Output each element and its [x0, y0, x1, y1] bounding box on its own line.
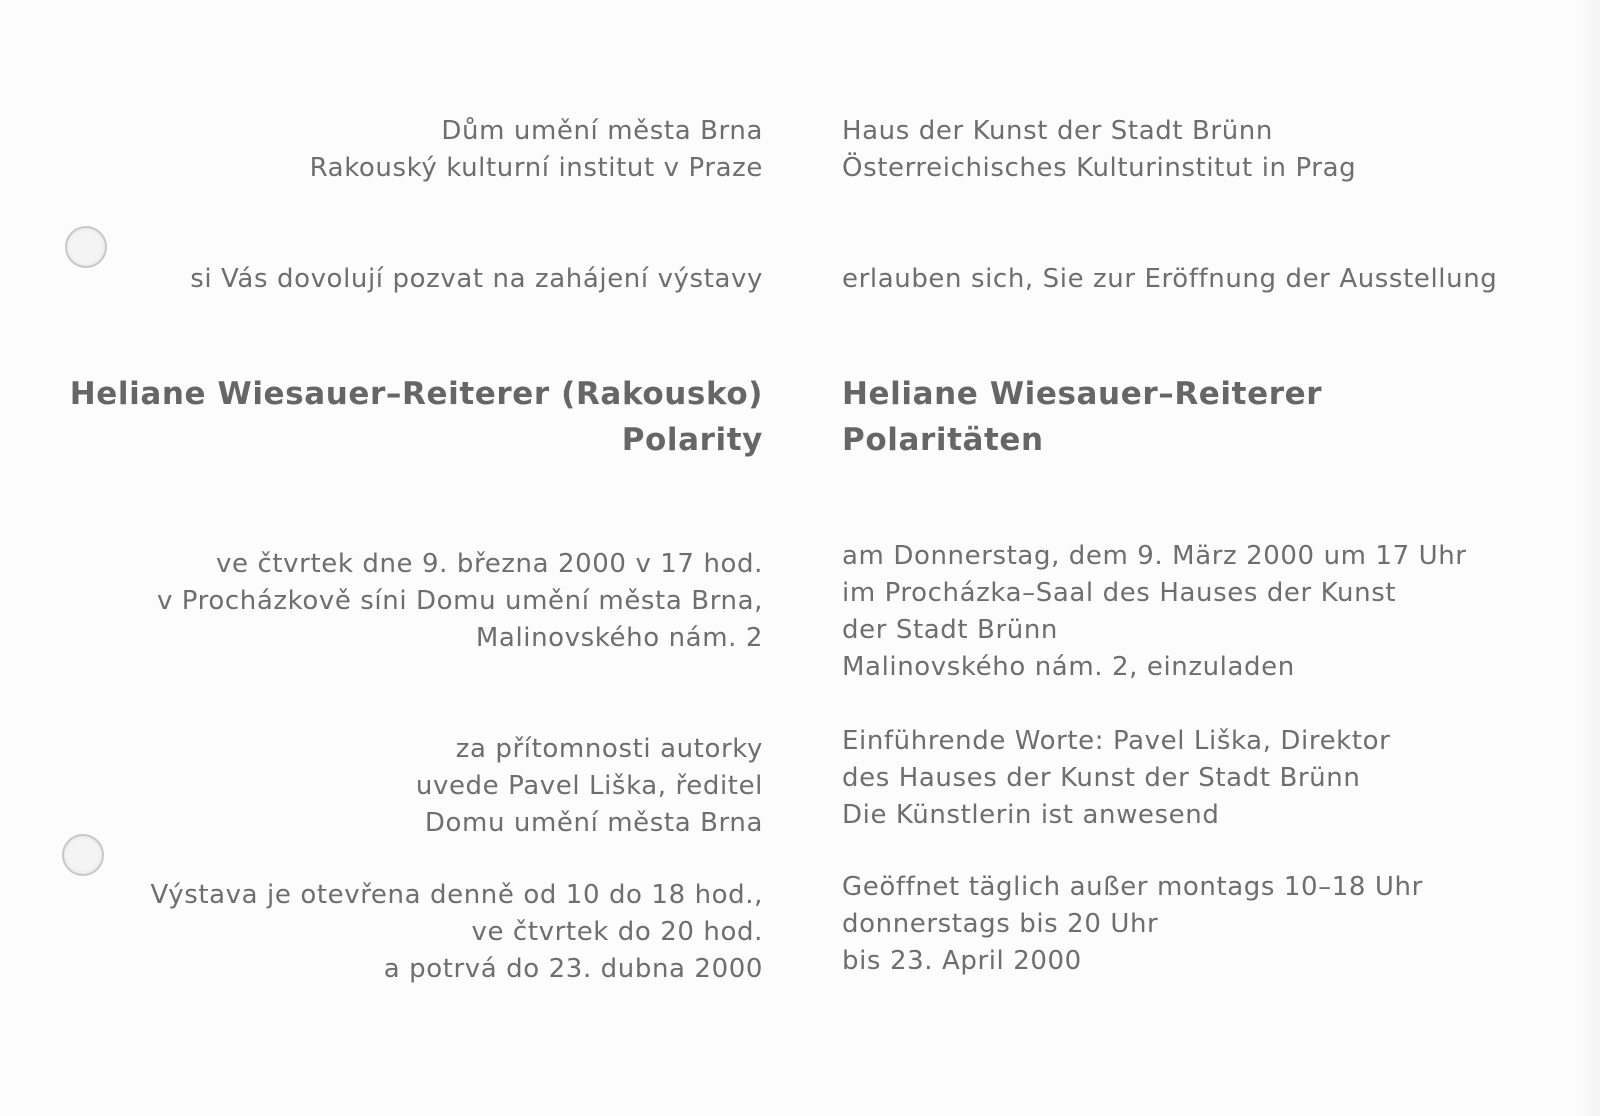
host-line: Österreichisches Kulturinstitut in Prag — [842, 153, 1357, 183]
german-opening-speech — [842, 723, 1390, 834]
artist-line: Heliane Wiesauer–Reiterer (Rakousko) — [69, 376, 763, 412]
czech-opening-speech — [416, 731, 763, 842]
host-line: Dům umění města Brna — [441, 116, 763, 146]
czech-date-place — [157, 546, 763, 657]
czech-exhibition-title — [70, 371, 763, 463]
address-line: Malinovského nám. 2, einzuladen — [842, 652, 1295, 682]
german-opening-hours — [842, 869, 1423, 980]
german-exhibition-title — [842, 371, 1322, 463]
place-line: im Procházka–Saal des Hauses der Kunst — [842, 578, 1397, 608]
hours-line: bis 23. April 2000 — [842, 946, 1082, 976]
czech-opening-hours — [151, 877, 763, 988]
german-invitation — [842, 261, 1497, 298]
hours-line: Výstava je otevřena denně od 10 do 18 hod., — [150, 880, 763, 910]
date-line: ve čtvrtek dne 9. března 2000 v 17 hod. — [216, 549, 763, 579]
speech-line: uvede Pavel Liška, ředitel — [415, 771, 763, 801]
speech-line: Die Künstlerin ist anwesend — [842, 800, 1220, 830]
czech-hosts — [310, 113, 763, 187]
speech-line: za přítomnosti autorky — [455, 734, 763, 764]
artist-line: Heliane Wiesauer–Reiterer — [842, 376, 1323, 412]
hours-line: donnerstags bis 20 Uhr — [842, 909, 1159, 939]
speech-line: des Hauses der Kunst der Stadt Brünn — [842, 763, 1361, 793]
date-line: am Donnerstag, dem 9. März 2000 um 17 Uhr — [842, 541, 1467, 571]
invitation-line: erlauben sich, Sie zur Eröffnung der Ausstellung — [842, 264, 1498, 294]
punch-hole — [62, 834, 104, 876]
host-line: Rakouský kulturní institut v Praze — [309, 153, 763, 183]
hours-line: Geöffnet täglich außer montags 10–18 Uhr — [842, 872, 1423, 902]
punch-hole — [65, 226, 107, 268]
address-line: Malinovského nám. 2 — [475, 623, 763, 653]
place-line: v Procházkově síni Domu umění města Brna, — [156, 586, 763, 616]
speech-line: Domu umění města Brna — [424, 808, 763, 838]
hours-line: ve čtvrtek do 20 hod. — [471, 917, 763, 947]
czech-invitation — [190, 261, 763, 298]
place-line: der Stadt Brünn — [842, 615, 1059, 645]
german-hosts — [842, 113, 1356, 187]
host-line: Haus der Kunst der Stadt Brünn — [842, 116, 1273, 146]
invitation-line: si Vás dovolují pozvat na zahájení výstavy — [190, 264, 763, 294]
exhibition-name: Polaritäten — [842, 422, 1044, 458]
hours-line: a potrvá do 23. dubna 2000 — [383, 954, 763, 984]
german-date-place — [842, 538, 1467, 686]
exhibition-name: Polarity — [621, 422, 763, 458]
speech-line: Einführende Worte: Pavel Liška, Direktor — [842, 726, 1391, 756]
